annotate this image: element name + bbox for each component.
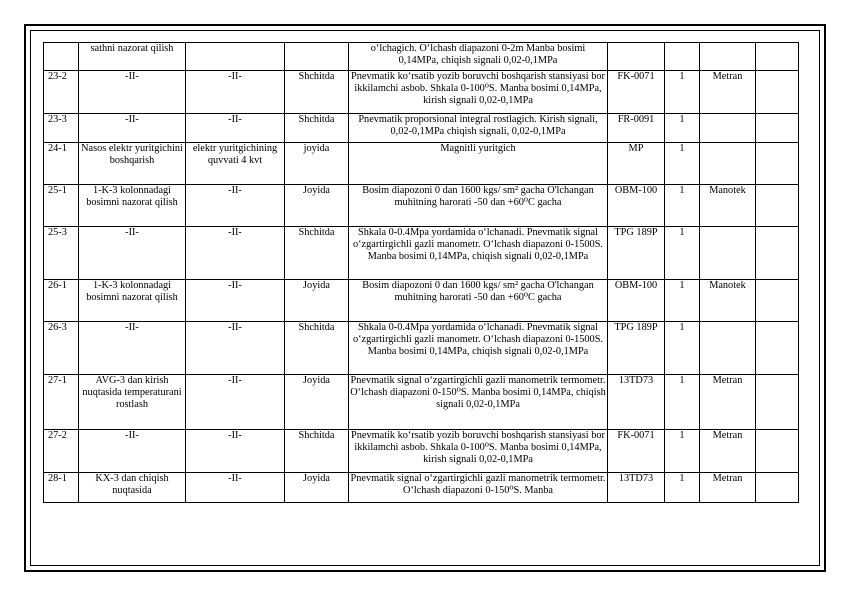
- table-cell: [700, 114, 756, 143]
- table-cell: -II-: [79, 322, 186, 375]
- table-cell: Shchitda: [285, 114, 349, 143]
- table-cell: 1: [665, 430, 700, 473]
- table-cell: [756, 71, 799, 114]
- table-cell: [608, 43, 665, 71]
- table-cell: [665, 43, 700, 71]
- table-cell: [756, 185, 799, 227]
- table-cell: 1: [665, 143, 700, 185]
- table-cell: 13TD73: [608, 375, 665, 430]
- table-cell: FK-0071: [608, 71, 665, 114]
- table-cell: elektr yuritgichining quvvati 4 kvt: [186, 143, 285, 185]
- table-cell: Manotek: [700, 280, 756, 322]
- table-cell: 1: [665, 473, 700, 503]
- table-cell: -II-: [186, 185, 285, 227]
- table-cell: Joyida: [285, 280, 349, 322]
- table-row: [44, 375, 799, 430]
- table-cell: 26-3: [44, 322, 79, 375]
- table-cell: Pnevmatik signal o‘zgartirgichli gazli manometrik termometr. O‘lchash diapazoni 0-150⁰S. Manba bosimi 0,14MPa, chiqish signali 0,02-0,1MPa: [349, 375, 608, 430]
- table-cell: Joyida: [285, 473, 349, 503]
- table-cell: 27-2: [44, 430, 79, 473]
- table-cell: [285, 43, 349, 71]
- table-cell: Joyida: [285, 375, 349, 430]
- table-row: [44, 280, 799, 322]
- table-cell: TPG 189P: [608, 227, 665, 280]
- table-cell: [756, 430, 799, 473]
- table-cell: 1: [665, 71, 700, 114]
- table-cell: sathni nazorat qilish: [79, 43, 186, 71]
- table-row: [44, 143, 799, 185]
- table-cell: joyida: [285, 143, 349, 185]
- table-row: [44, 114, 799, 143]
- table-cell: [756, 114, 799, 143]
- table-cell: 24-1: [44, 143, 79, 185]
- table-cell: -II-: [186, 71, 285, 114]
- table-cell: FK-0071: [608, 430, 665, 473]
- table-cell: [700, 43, 756, 71]
- table-cell: [700, 322, 756, 375]
- table-cell: Pnevmatik ko‘rsatib yozib boruvchi boshqarish stansiyasi bor ikkilamchi asbob. Shkala 0-100⁰S. Manba bosimi 0,14MPa, kirish signali 0,02-0,1MPa: [349, 71, 608, 114]
- table-cell: OBM-100: [608, 185, 665, 227]
- table-cell: -II-: [79, 227, 186, 280]
- table-cell: 1: [665, 114, 700, 143]
- table-cell: Shchitda: [285, 430, 349, 473]
- table-row: [44, 71, 799, 114]
- table-cell: Bosim diapozoni 0 dan 1600 kgs/ sm² gacha O'lchangan muhitning harorati -50 dan +60⁰C gacha: [349, 280, 608, 322]
- table-cell: -II-: [186, 227, 285, 280]
- table-cell: 1: [665, 185, 700, 227]
- table-cell: Bosim diapozoni 0 dan 1600 kgs/ sm² gacha O'lchangan muhitning harorati -50 dan +60⁰C gacha: [349, 185, 608, 227]
- table-cell: 1: [665, 227, 700, 280]
- table-cell: Pnevmatik ko‘rsatib yozib boruvchi boshqarish stansiyasi bor ikkilamchi asbob. Shkala 0-100⁰S. Manba bosimi 0,14MPa, kirish signali 0,02-0,1MPa: [349, 430, 608, 473]
- table-cell: Nasos elektr yuritgichini boshqarish: [79, 143, 186, 185]
- table-cell: [186, 43, 285, 71]
- table-cell: -II-: [186, 114, 285, 143]
- table-cell: Manotek: [700, 185, 756, 227]
- table-cell: [756, 43, 799, 71]
- table-cell: KX-3 dan chiqish nuqtasida: [79, 473, 186, 503]
- table-row: [44, 430, 799, 473]
- table-cell: 1-K-3 kolonnadagi bosimni nazorat qilish: [79, 185, 186, 227]
- table-cell: [700, 143, 756, 185]
- table-cell: Metran: [700, 71, 756, 114]
- table-cell: o‘lchagich. O‘lchash diapazoni 0-2m Manba bosimi 0,14MPa, chiqish signali 0,02-0,1MPa: [349, 43, 608, 71]
- table-cell: 1: [665, 375, 700, 430]
- table-row: [44, 473, 799, 503]
- table-cell: 25-1: [44, 185, 79, 227]
- table-cell: 26-1: [44, 280, 79, 322]
- table-cell: AVG-3 dan kirish nuqtasida temperaturani rostlash: [79, 375, 186, 430]
- table-cell: -II-: [186, 473, 285, 503]
- table-cell: -II-: [79, 114, 186, 143]
- table-cell: Metran: [700, 473, 756, 503]
- table-cell: 25-3: [44, 227, 79, 280]
- table-cell: [756, 280, 799, 322]
- table-cell: -II-: [186, 375, 285, 430]
- table-cell: FR-0091: [608, 114, 665, 143]
- table-cell: [756, 375, 799, 430]
- table-cell: 1-K-3 kolonnadagi bosimni nazorat qilish: [79, 280, 186, 322]
- table-cell: Pnevmatik proporsional integral rostlagich. Kirish signali, 0,02-0,1MPa chiqish signali, 0,02-0,1MPa: [349, 114, 608, 143]
- table-cell: 27-1: [44, 375, 79, 430]
- table-cell: 23-3: [44, 114, 79, 143]
- table-cell: Metran: [700, 430, 756, 473]
- table-cell: Shchitda: [285, 322, 349, 375]
- table-row: [44, 43, 799, 71]
- table-cell: [756, 143, 799, 185]
- table-cell: 13TD73: [608, 473, 665, 503]
- table-cell: Shchitda: [285, 71, 349, 114]
- table-row: [44, 185, 799, 227]
- table-cell: 23-2: [44, 71, 79, 114]
- table-cell: -II-: [186, 322, 285, 375]
- table-cell: OBM-100: [608, 280, 665, 322]
- table-cell: MP: [608, 143, 665, 185]
- table-cell: TPG 189P: [608, 322, 665, 375]
- table-cell: Magnitli yuritgich: [349, 143, 608, 185]
- table-cell: Shkala 0-0.4Mpa yordamida o‘lchanadi. Pnevmatik signal o‘zgartirgichli gazli manometr. O‘lchash diapazoni 0-1500S. Manba bosimi 0,14MPa, chiqish signali 0,02-0,1MPa: [349, 322, 608, 375]
- table-cell: 1: [665, 322, 700, 375]
- table-cell: 28-1: [44, 473, 79, 503]
- table-cell: [756, 322, 799, 375]
- table-cell: -II-: [79, 430, 186, 473]
- table-cell: -II-: [186, 430, 285, 473]
- table-cell: [700, 227, 756, 280]
- table-cell: [756, 227, 799, 280]
- table-cell: [756, 473, 799, 503]
- table-row: [44, 322, 799, 375]
- table-cell: Shchitda: [285, 227, 349, 280]
- table-row: [44, 227, 799, 280]
- table-cell: Joyida: [285, 185, 349, 227]
- table-cell: Metran: [700, 375, 756, 430]
- table-cell: [44, 43, 79, 71]
- table-cell: Shkala 0-0.4Mpa yordamida o‘lchanadi. Pnevmatik signal o‘zgartirgichli gazli manometr. O‘lchash diapazoni 0-1500S. Manba bosimi 0,14MPa, chiqish signali 0,02-0,1MPa: [349, 227, 608, 280]
- table-cell: Pnevmatik signal o‘zgartirgichli gazli manometrik termometr. O‘lchash diapazoni 0-150⁰S. Manba: [349, 473, 608, 503]
- table-cell: 1: [665, 280, 700, 322]
- table-cell: -II-: [186, 280, 285, 322]
- equipment-spec-table: [43, 42, 799, 503]
- table-cell: -II-: [79, 71, 186, 114]
